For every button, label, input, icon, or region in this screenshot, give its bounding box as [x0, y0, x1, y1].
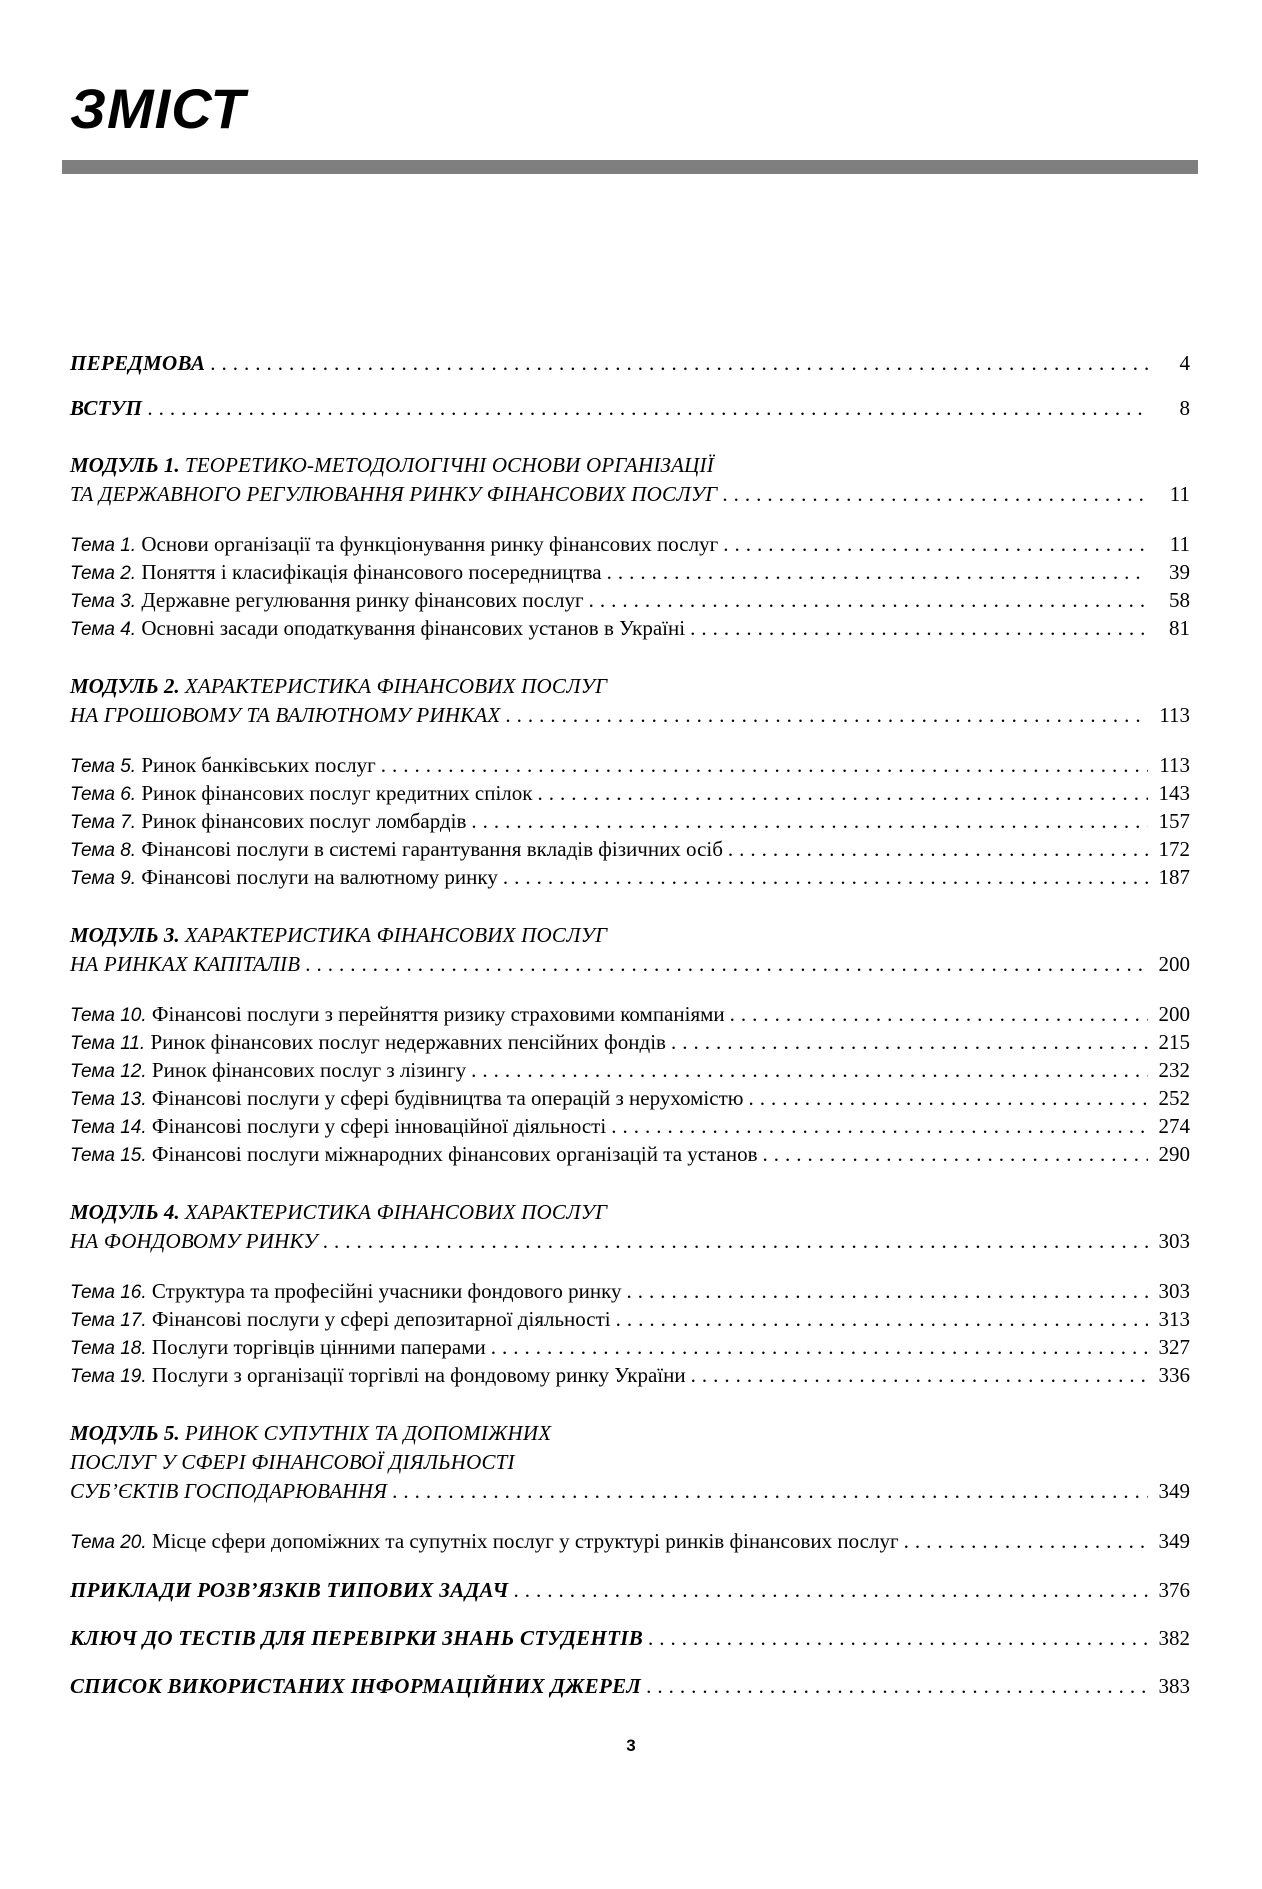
toc-entry-line [70, 1199, 1190, 1228]
toc-entry-line [70, 1478, 1190, 1505]
dot-leader [691, 1362, 1148, 1389]
toc-entry-label: Основні засади оподаткування фінансових установ в Україні [141, 616, 686, 640]
toc-entry-page: 143 [1158, 781, 1190, 805]
dot-leader [748, 1085, 1148, 1112]
toc-entry-prefix: Тема 14. [70, 1117, 152, 1138]
toc-entry-prefix: Тема 20. [70, 1532, 152, 1553]
toc-entry-page: 313 [1158, 1307, 1190, 1331]
toc-entry [70, 1278, 1190, 1306]
toc-entry-line [70, 808, 1190, 836]
toc-entry [70, 1528, 1190, 1556]
toc-entry-page: 252 [1158, 1086, 1190, 1110]
toc-entry [70, 1362, 1190, 1390]
toc-entry-page: 303 [1158, 1229, 1190, 1253]
toc-entry-prefix: Тема 6. [70, 784, 142, 805]
toc-entry-label: Ринок фінансових послуг недержавних пенсійних фондів [150, 1030, 666, 1054]
toc-entry-line [70, 1420, 1190, 1449]
toc-entry-label: ПОСЛУГ У СФЕРІ ФІНАНСОВОЇ ДІЯЛЬНОСТІ [70, 1450, 515, 1474]
toc-entry-line [70, 1228, 1190, 1255]
toc-entry-page: 274 [1158, 1114, 1190, 1138]
toc-entry-prefix: Тема 8. [70, 840, 142, 861]
toc-entry-prefix: Тема 19. [70, 1366, 152, 1387]
toc-entry-line [70, 1577, 1190, 1604]
toc-entry-label: ХАРАКТЕРИСТИКА ФІНАНСОВИХ ПОСЛУГ [184, 923, 608, 947]
toc-entry-page: 327 [1158, 1335, 1190, 1359]
toc-entry [70, 780, 1190, 808]
toc-entry-page: 349 [1158, 1479, 1190, 1503]
toc-entry-line [70, 587, 1190, 615]
dot-leader [728, 836, 1148, 863]
toc-entry-label: Послуги торгівців цінними паперами [151, 1335, 486, 1359]
dot-leader [763, 1141, 1149, 1168]
toc-entry-line [70, 395, 1190, 422]
toc-entry [70, 1141, 1190, 1169]
dot-leader [627, 1278, 1149, 1305]
dot-leader [648, 1625, 1148, 1652]
page-number-footer: 3 [626, 1736, 636, 1755]
toc-entry [70, 1199, 1190, 1255]
toc-entry-prefix: МОДУЛЬ 4. [70, 1200, 185, 1224]
toc-entry-line [70, 1306, 1190, 1334]
toc-entry-line [70, 702, 1190, 729]
toc-entry-prefix: Тема 16. [70, 1282, 152, 1303]
toc-entry [70, 1673, 1190, 1700]
toc-list [70, 350, 1190, 1700]
toc-entry-page: 383 [1158, 1674, 1190, 1698]
toc-entry-label: Фінансові послуги у сфері інноваційної діяльності [151, 1114, 607, 1138]
toc-entry-line [70, 559, 1190, 587]
toc-entry-line [70, 922, 1190, 951]
toc-entry-prefix: Тема 9. [70, 868, 142, 889]
toc-entry-line [70, 615, 1190, 643]
toc-entry-page: 11 [1169, 532, 1190, 556]
dot-leader [323, 1228, 1148, 1255]
dot-leader [305, 951, 1148, 978]
toc-entry-prefix: Тема 18. [70, 1338, 152, 1359]
toc-entry-prefix: Тема 3. [70, 591, 142, 612]
toc-entry-page: 113 [1159, 753, 1190, 777]
toc-entry [70, 808, 1190, 836]
toc-entry-label: Структура та професійні учасники фондового ринку [151, 1279, 622, 1303]
toc-entry-line [70, 531, 1190, 559]
toc-entry-label: ПЕРЕДМОВА [70, 351, 206, 375]
toc-entry [70, 1057, 1190, 1085]
toc-entry-label: НА ФОНДОВОМУ РИНКУ [70, 1229, 318, 1253]
toc-entry [70, 1334, 1190, 1362]
dot-leader [611, 1113, 1148, 1140]
toc-entry-label: НА ГРОШОВОМУ ТА ВАЛЮТНОМУ РИНКАХ [70, 703, 501, 727]
dot-leader [491, 1334, 1148, 1361]
toc-entry-label: РИНОК СУПУТНІХ ТА ДОПОМІЖНИХ [184, 1421, 552, 1445]
dot-leader [723, 531, 1148, 558]
title-underline-bar [62, 160, 1198, 174]
toc-entry-line [70, 1029, 1190, 1057]
toc-entry [70, 922, 1190, 978]
dot-leader [607, 559, 1148, 586]
toc-entry [70, 395, 1190, 422]
toc-entry-page: 58 [1169, 588, 1190, 612]
dot-leader [503, 864, 1148, 891]
toc-entry-line [70, 1113, 1190, 1141]
dot-leader [537, 780, 1148, 807]
dot-leader [210, 350, 1148, 377]
toc-entry-page: 336 [1158, 1363, 1190, 1387]
toc-entry-prefix: Тема 5. [70, 756, 142, 777]
toc-entry-prefix: Тема 13. [70, 1089, 152, 1110]
toc-entry-prefix: Тема 4. [70, 619, 142, 640]
toc-entry-label: Фінансові послуги на валютному ринку [141, 865, 498, 889]
toc-entry-prefix: Тема 10. [70, 1005, 152, 1026]
dot-leader [471, 808, 1148, 835]
toc-entry [70, 531, 1190, 559]
toc-entry-line [70, 1334, 1190, 1362]
toc-entry-page: 200 [1158, 1002, 1190, 1026]
toc-entry-prefix: Тема 12. [70, 1061, 152, 1082]
toc-entry-label: НА РИНКАХ КАПІТАЛІВ [70, 952, 301, 976]
toc-entry-prefix: МОДУЛЬ 3. [70, 923, 185, 947]
toc-entry-line [70, 1528, 1190, 1556]
toc-entry [70, 350, 1190, 377]
toc-entry [70, 1420, 1190, 1505]
toc-entry-label: Поняття і класифікація фінансового посередництва [141, 560, 602, 584]
dot-leader [505, 702, 1148, 729]
toc-entry-page: 187 [1158, 865, 1190, 889]
toc-entry-label: ТЕОРЕТИКО-МЕТОДОЛОГІЧНІ ОСНОВИ ОРГАНІЗАЦІЇ [184, 453, 714, 477]
toc-entry-label: Послуги з організації торгівлі на фондовому ринку України [151, 1363, 686, 1387]
toc-entry [70, 452, 1190, 508]
toc-entry-line [70, 481, 1190, 508]
dot-leader [471, 1057, 1148, 1084]
toc-entry-page: 290 [1158, 1142, 1190, 1166]
toc-entry-line [70, 836, 1190, 864]
toc-entry [70, 1577, 1190, 1604]
dot-leader [646, 1673, 1148, 1700]
toc-entry-prefix: МОДУЛЬ 2. [70, 674, 185, 698]
toc-entry-page: 382 [1158, 1626, 1190, 1650]
dot-leader [722, 481, 1148, 508]
toc-entry-prefix: Тема 17. [70, 1310, 152, 1331]
toc-entry [70, 673, 1190, 729]
toc-entry-page: 81 [1169, 616, 1190, 640]
toc-entry-label: ВСТУП [70, 396, 143, 420]
dot-leader [730, 1001, 1148, 1028]
toc-entry-label: Ринок фінансових послуг з лізингу [151, 1058, 467, 1082]
toc-entry-prefix: МОДУЛЬ 1. [70, 453, 185, 477]
toc-entry-prefix: Тема 15. [70, 1145, 152, 1166]
toc-entry-label: Основи організації та функціонування ринку фінансових послуг [141, 532, 719, 556]
toc-entry-label: СПИСОК ВИКОРИСТАНИХ ІНФОРМАЦІЙНИХ ДЖЕРЕЛ [70, 1674, 642, 1698]
toc-entry-page: 215 [1158, 1030, 1190, 1054]
toc-entry [70, 1001, 1190, 1029]
dot-leader [690, 615, 1148, 642]
toc-entry-page: 39 [1169, 560, 1190, 584]
toc-entry [70, 1113, 1190, 1141]
toc-entry [70, 864, 1190, 892]
toc-entry-page: 172 [1158, 837, 1190, 861]
toc-entry-prefix: Тема 7. [70, 812, 142, 833]
toc-entry-line [70, 951, 1190, 978]
toc-entry-line [70, 864, 1190, 892]
toc-entry-line [70, 1141, 1190, 1169]
dot-leader [381, 752, 1148, 779]
toc-entry-page: 303 [1158, 1279, 1190, 1303]
toc-entry-line [70, 1057, 1190, 1085]
toc-entry-page: 200 [1158, 952, 1190, 976]
toc-entry-page: 113 [1159, 703, 1190, 727]
toc-entry-page: 157 [1158, 809, 1190, 833]
toc-entry-line [70, 1362, 1190, 1390]
toc-entry-page: 11 [1169, 482, 1190, 506]
toc-entry-label: Фінансові послуги з перейняття ризику страховими компаніями [151, 1002, 725, 1026]
toc-entry [70, 1625, 1190, 1652]
toc-entry-line [70, 673, 1190, 702]
toc-entry-line [70, 1673, 1190, 1700]
toc-entry-page: 8 [1179, 396, 1190, 420]
toc-entry-label: ПРИКЛАДИ РОЗВ’ЯЗКІВ ТИПОВИХ ЗАДАЧ [70, 1578, 509, 1602]
toc-entry-page: 232 [1158, 1058, 1190, 1082]
toc-entry [70, 615, 1190, 643]
toc-entry-label: Державне регулювання ринку фінансових послуг [141, 588, 584, 612]
toc-entry-line [70, 780, 1190, 808]
toc-entry-label: Фінансові послуги у сфері депозитарної діяльності [151, 1307, 611, 1331]
toc-entry-line [70, 1085, 1190, 1113]
toc-entry-label: Ринок фінансових послуг кредитних спілок [141, 781, 533, 805]
toc-entry [70, 752, 1190, 780]
toc-entry-label: Ринок банківських послуг [141, 753, 376, 777]
dot-leader [147, 395, 1148, 422]
toc-entry [70, 836, 1190, 864]
toc-entry-label: КЛЮЧ ДО ТЕСТІВ ДЛЯ ПЕРЕВІРКИ ЗНАНЬ СТУДЕНТІВ [70, 1626, 644, 1650]
page-title: ЗМІСТ [70, 77, 246, 140]
toc-entry-prefix: МОДУЛЬ 5. [70, 1421, 185, 1445]
dot-leader [904, 1528, 1148, 1555]
toc-entry-label: Місце сфери допоміжних та супутніх послуг у структурі ринків фінансових послуг [151, 1529, 899, 1553]
toc-entry [70, 587, 1190, 615]
toc-entry-label: СУБ’ЄКТІВ ГОСПОДАРЮВАННЯ [70, 1479, 388, 1503]
toc-entry-line [70, 1449, 1190, 1478]
toc-entry [70, 1306, 1190, 1334]
toc-entry-prefix: Тема 1. [70, 535, 142, 556]
toc-entry [70, 1085, 1190, 1113]
dot-leader [514, 1577, 1149, 1604]
toc-entry-label: Ринок фінансових послуг ломбардів [141, 809, 467, 833]
toc-entry-line [70, 752, 1190, 780]
toc-entry-page: 349 [1158, 1529, 1190, 1553]
toc-entry-page: 376 [1158, 1578, 1190, 1602]
toc-entry-line [70, 1625, 1190, 1652]
toc-entry-label: Фінансові послуги в системі гарантування вкладів фізичних осіб [141, 837, 723, 861]
toc-entry-label: ХАРАКТЕРИСТИКА ФІНАНСОВИХ ПОСЛУГ [184, 674, 608, 698]
toc-entry-label: Фінансові послуги у сфері будівництва та операцій з нерухомістю [151, 1086, 744, 1110]
toc-entry-line [70, 452, 1190, 481]
toc-entry-label: Фінансові послуги міжнародних фінансових організацій та установ [151, 1142, 758, 1166]
toc-entry-prefix: Тема 2. [70, 563, 142, 584]
toc-entry-line [70, 350, 1190, 377]
toc-entry-line [70, 1001, 1190, 1029]
dot-leader [616, 1306, 1148, 1333]
toc-entry [70, 1029, 1190, 1057]
dot-leader [671, 1029, 1148, 1056]
toc-entry-label: ТА ДЕРЖАВНОГО РЕГУЛЮВАННЯ РИНКУ ФІНАНСОВИХ ПОСЛУГ [70, 482, 718, 506]
toc-entry-prefix: Тема 11. [70, 1033, 151, 1054]
toc-entry-page: 4 [1179, 351, 1190, 375]
toc-entry-line [70, 1278, 1190, 1306]
dot-leader [392, 1478, 1148, 1505]
toc-entry [70, 559, 1190, 587]
dot-leader [589, 587, 1148, 614]
toc-entry-label: ХАРАКТЕРИСТИКА ФІНАНСОВИХ ПОСЛУГ [184, 1200, 608, 1224]
